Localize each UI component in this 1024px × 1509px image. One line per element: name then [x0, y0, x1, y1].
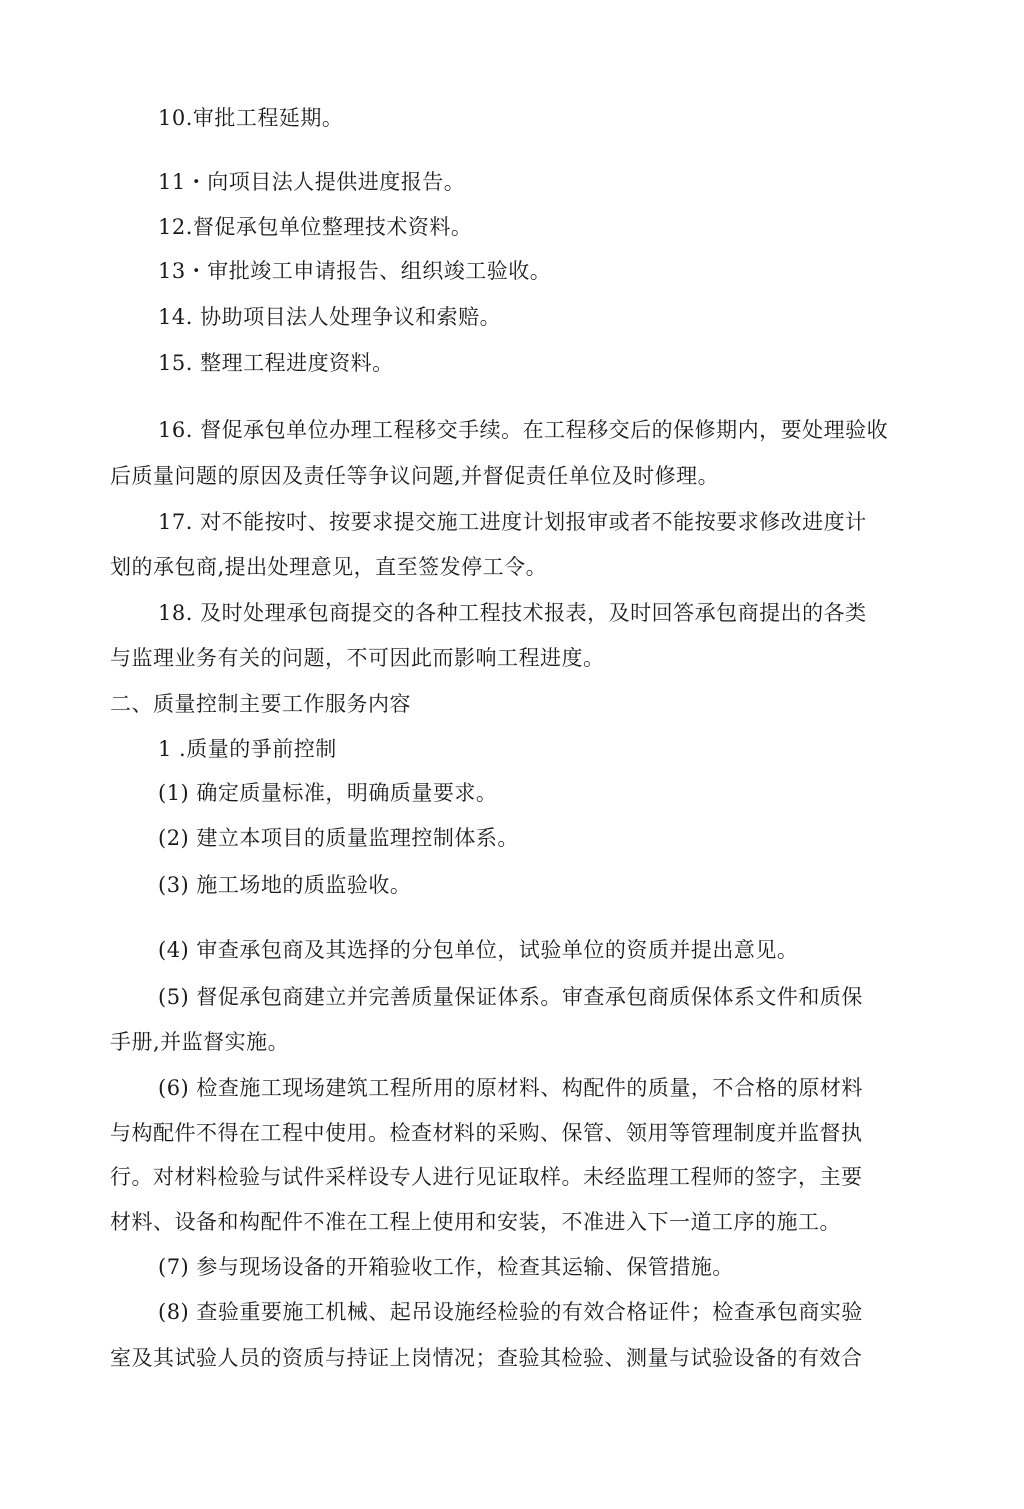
item-10: 10.审批工程延期。	[158, 106, 344, 130]
sub-item-4: (4) 审查承包商及其选择的分包单位，试验单位的资质并提出意见。	[158, 938, 799, 962]
sub-item-2: (2) 建立本项目的质量监理控制体系。	[158, 826, 519, 850]
subsection-heading: 1 .质量的爭前控制	[158, 737, 337, 761]
sub-item-7: (7) 参与现场设备的开箱验收工作，检查其运输、保管措施。	[158, 1255, 734, 1279]
item-18-line-2: 与监理业务有关的问题，不可因此而影响工程进度。	[110, 646, 605, 670]
sub-item-3: (3) 施工场地的质监验收。	[158, 873, 412, 897]
sub-item-5-line-1: (5) 督促承包商建立并完善质量保证体系。审查承包商质保体系文件和质保	[158, 985, 863, 1009]
sub-item-1: (1) 确定质量标准，明确质量要求。	[158, 781, 498, 805]
sub-item-8-line-1: (8) 查验重要施工机械、起吊设施经检验的有效合格证件；检查承包商实验	[158, 1300, 863, 1324]
item-14: 14. 协助项目法人处理争议和索赔。	[158, 305, 502, 329]
item-18-line-1: 18. 及时处理承包商提交的各种工程技术报表，及时回答承包商提出的各类	[158, 601, 867, 625]
sub-item-6-line-2: 与构配件不得在工程中使用。检查材料的采购、保管、领用等管理制度并监督执	[110, 1121, 863, 1145]
sub-item-6-line-1: (6) 检查施工现场建筑工程所用的原材料、构配件的质量，不合格的原材料	[158, 1076, 863, 1100]
item-17-line-1: 17. 对不能按吋、按要求提交施工进度计划报审或者不能按要求修改进度计	[158, 510, 867, 534]
item-15: 15. 整理工程进度资料。	[158, 351, 394, 375]
item-17-line-2: 划的承包商,提出处理意见，直至签发停工令。	[110, 555, 548, 579]
item-11: 11・向项目法人提供进度报告。	[158, 170, 466, 194]
item-16-line-2: 后质量问题的原因及责任等争议问题,并督促责任单位及时修理。	[110, 464, 720, 488]
sub-item-6-line-4: 材料、设备和构配件不准在工程上使用和安装，不准进入下一道工序的施工。	[110, 1210, 841, 1234]
sub-item-5-line-2: 手册,并监督实施。	[110, 1030, 290, 1054]
item-16-line-1: 16. 督促承包单位办理工程移交手续。在工程移交后的保修期内，要处理验收	[158, 418, 889, 442]
sub-item-8-line-2: 室及其试验人员的资质与持证上岗情况；查验其检验、测量与试验设备的有效合	[110, 1346, 863, 1370]
item-13: 13・审批竣工申请报告、组织竣工验收。	[158, 259, 552, 283]
section-heading: 二、质量控制主要工作服务内容	[110, 692, 411, 716]
item-12: 12.督促承包单位整理技术资料。	[158, 215, 473, 239]
sub-item-6-line-3: 行。对材料检验与试件采样设专人进行见证取样。未经监理工程师的签字，主要	[110, 1165, 863, 1189]
